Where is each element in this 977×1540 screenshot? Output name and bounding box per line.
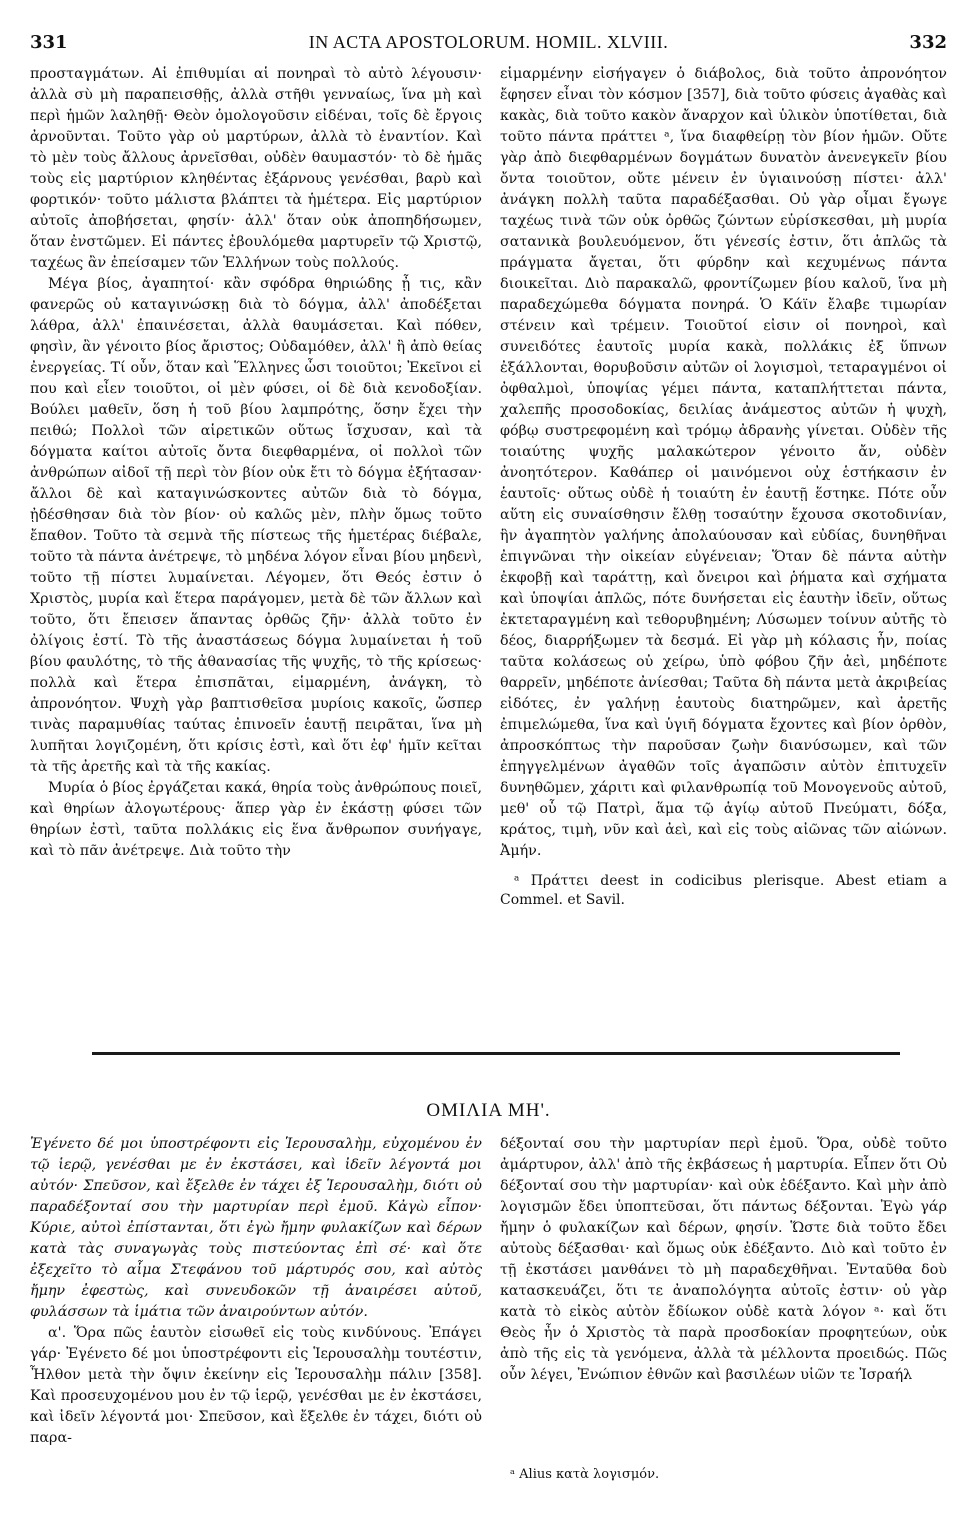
page-number-right: 332 — [909, 32, 947, 53]
top-left-column — [30, 64, 482, 1046]
footnote: ᵃ Alius κατὰ λογισμόν. — [510, 1467, 660, 1482]
commentary-paragraph: α'. Ὅρα πῶς ἑαυτὸν εἰσωθεῖ εἰς τοὺς κινδύνους. Ἐπάγει γάρ· Ἐγένετο δέ μοι ὑποστρέφοντι εἰς Ἱερουσαλὴμ τουτέστιν, Ἦλθον μετὰ τὴν ὄψιν ἐκείνην εἰς Ἱερουσαλὴμ πάλιν [358]. Καὶ προσευχομένου μου ἐν τῷ ἱερῷ, γενέσθαι με ἐν ἐκστάσει, καὶ ἰδεῖν λέγοντά μοι· Σπεῦσον, καὶ ἔξελθε ἐν τάχει, διότι οὐ παρα- — [30, 1325, 482, 1446]
paragraph: Μέγα βίος, ἀγαπητοί· κἂν σφόδρα θηριώδης ᾖ τις, κἂν φανερῶς οὐ καταγινώσκῃ διὰ τὸ δόγμα, ἀλλ' ἀποδέξεται λάθρα, ἀλλ' ἐπαινέσεται, ἀλλὰ θαυμάσεται. Καὶ πόθεν, φησὶν, ἂν γένοιτο βίος ἄριστος; Οὐδαμόθεν, ἀλλ' ἢ ἀπὸ θείας ἐνεργείας. Τί οὖν, ὅταν καὶ Ἕλληνες ὦσι τοιοῦτοι; Ἐκεῖνοι εἰ που καὶ εἶεν τοιοῦτοι, οἱ μὲν φύσει, οἱ δὲ διὰ κενοδοξίαν. Βούλει μαθεῖν, ὅση ἡ τοῦ βίου λαμπρότης, ὅσην ἔχει τὴν πειθώ; Πολλοὶ τῶν αἱρετικῶν οὕτως ἴσχυσαν, καὶ τὰ δόγματα καίτοι αὐτοῖς ὄντα διεφθαρμένα, οἱ πολλοὶ τῶν ἀνθρώπων αἰδοῖ τῇ περὶ τὸν βίον οὐκ ἔτι τὸ δόγμα ἐξήτασαν· ἄλλοι δὲ καὶ καταγινώσκοντες αὐτῶν διὰ τὸ δόγμα, ᾐδέσθησαν διὰ τὸν βίον· οὐ καλῶς μὲν, πλὴν ὅμως τοῦτο ἔπαθον. Τοῦτο τὰ σεμνὰ τῆς πίστεως τῆς ἡμετέρας διέβαλε, τοῦτο τὰ πάντα ἀνέτρεψε, τὸ μηδένα λόγον εἶναι βίου μηδενὶ, τοῦτο τῇ πίστει λυμαίνεται. Λέγομεν, ὅτι Θεός ἐστιν ὁ Χριστὸς, μυρία καὶ ἕτερα παράγομεν, μετὰ δὲ τῶν ἄλλων καὶ τοῦτο, ὅτι ἔπεισεν ἅπαντας ὀρθῶς ζῆν· ἀλλὰ τοῦτο ἐν ὀλίγοις ἐστί. Τὸ τῆς ἀναστάσεως δόγμα λυμαίνεται ἡ τοῦ βίου φαυλότης, τὸ τῆς ἀθανασίας τῆς ψυχῆς, τὸ τῆς κρίσεως· πολλὰ καὶ ἕτερα ἐπισπᾶται, εἱμαρμένη, ἀνάγκη, τὸ ἀπρονόητον. Ψυχὴ γὰρ βαπτισθεῖσα μυρίοις κακοῖς, ὥσπερ τινὰς παραμυθίας ταύτας ἐπινοεῖν ἑαυτῇ πειρᾶται, ἵνα μὴ λυπῆται λογιζομένη, ὅτι κρίσις ἐστὶ, καὶ ὅτι ἐφ' ἡμῖν κεῖται τὰ τῆς ἀρετῆς καὶ τὰ τῆς κακίας. — [30, 276, 482, 775]
bottom-left-column — [30, 1134, 482, 1494]
scripture-passage: Ἐγένετο δέ μοι ὑποστρέφοντι εἰς Ἱερουσαλὴμ, εὐχομένου ἐν τῷ ἱερῷ, γενέσθαι με ἐν ἐκστάσει, καὶ ἰδεῖν λέγοντά μοι αὐτόν· Σπεῦσον, καὶ ἔξελθε ἐν τάχει ἐξ Ἱερουσαλὴμ, διότι οὐ παραδέξονταί σου τὴν μαρτυρίαν περὶ ἐμοῦ. Κἀγὼ εἶπον· Κύριε, αὐτοὶ ἐπίστανται, ὅτι ἐγὼ ἤμην φυλακίζων καὶ δέρων κατὰ τὰς συναγωγὰς τοὺς πιστεύοντας ἐπὶ σέ· καὶ ὅτε ἐξεχεῖτο τὸ αἷμα Στεφάνου τοῦ μάρτυρός σου, καὶ αὐτὸς ἤμην ἐφεστὼς, καὶ συνευδοκῶν τῇ ἀναιρέσει αὐτοῦ, φυλάσσων τὰ ἱμάτια τῶν ἀναιρούντων αὐτόν. — [30, 1136, 482, 1320]
footnote: ᵃ Πράττει deest in codicibus plerisque. Abest etiam a Commel. et Savil. — [500, 873, 947, 908]
commentary-paragraph: δέξονταί σου τὴν μαρτυρίαν περὶ ἐμοῦ. Ὅρα, οὐδὲ τοῦτο ἀμάρτυρον, ἀλλ' ἀπὸ τῆς ἐκβάσεως ἡ μαρτυρία. Εἶπεν ὅτι Οὐ δέξονταί σου τὴν μαρτυρίαν· καὶ οὐκ ἐδέξαντο. Καὶ μὴν ἀπὸ λογισμῶν ἔδει ὑποπτεῦσαι, ὅτι πάντως δέξονται. Ἐγὼ γάρ ἤμην ὁ φυλακίζων καὶ δέρων, φησίν. Ὥστε διὰ τοῦτο ἔδει αὐτοὺς δέξασθαι· καὶ ὅμως οὐκ ἐδέξαντο. Διὸ καὶ τοῦτο ἐν τῇ ἐκστάσει μανθάνει τὸ μὴ παραδεχθῆναι. Ἐνταῦθα δοὺ κατασκευάζει, ὅτι τε ἀναπολόγητα αὐτοῖς ἐστιν· οὐ γὰρ κατὰ τὸ εἰκὸς αὐτὸν ἔδίωκον οὐδὲ κατὰ λόγον ᵃ· καὶ ὅτι Θεὸς ἦν ὁ Χριστὸς τὰ παρὰ προσδοκίαν προφητεύων, οὐκ ἀπὸ τῆς εἰς τὰ γενόμενα, ἀλλὰ τὰ μέλλοντα προειδώς. Πῶς οὖν λέγει, Ἐνώπιον ἐθνῶν καὶ βασιλέων υἱῶν τε Ἰσραήλ — [500, 1136, 947, 1383]
page-number-left: 331 — [30, 32, 68, 53]
homily-heading: ΟΜΙΛΙΑ ΜΗ'. — [426, 1100, 551, 1121]
top-right-column — [500, 64, 947, 1046]
paragraph: προσταγμάτων. Αἱ ἐπιθυμίαι αἱ πονηραὶ τὸ αὐτὸ λέγουσιν· ἀλλὰ σὺ μὴ παραπεισθῇς, ἀλλὰ στῆθι γενναίως, ἵνα μὴ καὶ περὶ ἡμῶν λαληθῇ· Θεὸν ὁμολογοῦσιν εἰδέναι, τοῖς δὲ ἔργοις ἀρνοῦνται. Τοῦτο γὰρ οὐ μαρτύρων, ἀλλὰ τὸ ἐναντίον. Καὶ τὸ μὲν τοὺς ἄλλους ἀρνεῖσθαι, οὐδὲν θαυμαστόν· τὸ δὲ ἡμᾶς τοὺς εἰς μαρτύριον κληθέντας ἐξάρνους γενέσθαι, βαρὺ καὶ φορτικόν· τοῦτο μάλιστα βλάπτει τὰ ἡμέτερα. Εἰς μαρτύριον αὐτοῖς ἀποβήσεται, φησίν· ἀλλ' ὅταν οὐκ ἀποπηδήσωμεν, ὅταν ἐνστῶμεν. Εἰ πάντες ἐβουλόμεθα μαρτυρεῖν τῷ Χριστῷ, ταχέως ἂν ἐπείσαμεν τῶν Ἑλλήνων τοὺς πολλούς. — [30, 66, 482, 271]
running-title: IN ACTA APOSTOLORUM. HOMIL. XLVIII. — [308, 32, 669, 52]
bottom-right-column — [500, 1134, 947, 1494]
running-head — [30, 32, 947, 56]
paragraph: Μυρία ὁ βίος ἐργάζεται κακά, θηρία τοὺς ἀνθρώπους ποιεῖ, καὶ θηρίων ἀλογωτέρους· ἅπερ γὰρ ἐν ἑκάστῃ φύσει τῶν θηρίων ἐστὶ, ταῦτα πολλάκις εἰς ἕνα ἄνθρωπον συνήγαγε, καὶ τὸ πᾶν ἀνέτρεψε. Διὰ τοῦτο τὴν — [30, 780, 482, 859]
paragraph: εἱμαρμένην εἰσήγαγεν ὁ διάβολος, διὰ τοῦτο ἀπρονόητον ἔφησεν εἶναι τὸν κόσμον [357], διὰ τοῦτο φύσεις ἀγαθὰς καὶ κακὰς, διὰ τοῦτο κακὸν ἄναρχον καὶ ὑλικὸν ὑποτίθεται, διὰ τοῦτο πάντα πράττει ᵃ, ἵνα διαφθείρῃ τὸν βίον ἡμῶν. Οὔτε γὰρ ἀπὸ διεφθαρμένων δογμάτων δυνατὸν ἀνενεγκεῖν βίου ὄντα τοιοῦτον, οὔτε μένειν ἐν ὑγιαινούσῃ πίστει· ἀλλ' ἀνάγκη πολλὴ ταῦτα παραδέξασθαι. Οὐ γὰρ οἶμαι ἔγωγε ταχέως τινὰ τῶν οὐκ ὀρθῶς ζώντων εὑρίσκεσθαι, μὴ μυρία σατανικὰ βουλευόμενον, ὅτι γένεσίς ἐστιν, ὅτι ἁπλῶς τὰ πράγματα ἄγεται, ὅτι φύρδην καὶ κεχυμένως πάντα διοικεῖται. Διὸ παρακαλῶ, φροντίζωμεν βίου καλοῦ, ἵνα μὴ παραδεχώμεθα δόγματα πονηρά. Ὁ Κάϊν ἔλαβε τιμωρίαν στένειν καὶ τρέμειν. Τοιοῦτοί εἰσιν οἱ πονηροὶ, καὶ συνειδότες ἑαυτοῖς μυρία κακὰ, πολλάκις ἐξ ὕπνων ἐξάλλονται, θορυβοῦσιν αὐτῶν οἱ λογισμοὶ, τεταραγμένοι οἱ ὀφθαλμοὶ, ὑποψίας γέμει πάντα, καταπλήττεται πάντα, χαλεπῆς προσοδοκίας, δειλίας ἀνάμεστος αὐτῶν ἡ ψυχὴ, φόβῳ συστρεφομένη καὶ τρόμῳ ἀδρανὴς γίνεται. Οὐδὲν τῆς τοιαύτης ψυχῆς μαλακώτερον γένοιτο ἄν, οὐδὲν ἀνοητότερον. Καθάπερ οἱ μαινόμενοι οὐχ ἑστήκασιν ἐν ἑαυτοῖς· οὕτως οὐδὲ ἡ τοιαύτη ἐν ἑαυτῇ ἕστηκε. Πότε οὖν αὕτη εἰς συναίσθησιν ἔλθῃ τοσαύτην ἔχουσα σκοτοδινίαν, ἣν ἀγαπητὸν γαλήνης ἀπολαύουσαν καὶ εὐδίας, δυνηθῆναι ἐπιγνῶναι τὴν οἰκείαν εὐγένειαν; Ὅταν δὲ πάντα αὐτὴν ἐκφοβῇ καὶ ταράττῃ, καὶ ὄνειροι καὶ ῥήματα καὶ σχήματα καὶ ὑποψίαι ἁπλῶς, πότε δυνήσεται εἰς ἑαυτὴν ἰδεῖν, οὕτως ἐκτεταραγμένη καὶ τεθορυβημένη; Λύσωμεν τοίνυν αὐτῆς τὸ δέος, διαρρήξωμεν τὰ δεσμά. Εἰ γὰρ μὴ κόλασις ἦν, ποίας ταῦτα κολάσεως οὐ χείρω, ὑπὸ φόβου ζῆν ἀεὶ, μηδέποτε θαρρεῖν, μηδέποτε ἀνίεσθαι; Ταῦτα δὴ πάντα μετὰ ἀκριβείας εἰδότες, ἐν γαλήνῃ ἑαυτοὺς διατηρῶμεν, καὶ ἀρετῆς ἐπιμελώμεθα, ἵνα καὶ ὑγιῆ δόγματα ἔχοντες καὶ βίον ὀρθὸν, ἀπροσκόπτως τὴν παροῦσαν ζωὴν διανύσωμεν, καὶ τῶν ἐπηγγελμένων ἀγαθῶν τοῖς ἀγαπῶσιν αὐτὸν ἐπιτυχεῖν δυνηθῶμεν, χάριτι καὶ φιλανθρωπίᾳ τοῦ Μονογενοῦς αὐτοῦ, μεθ' οὗ τῷ Πατρὶ, ἅμα τῷ ἁγίῳ αὐτοῦ Πνεύματι, δόξα, κράτος, τιμὴ, νῦν καὶ ἀεὶ, καὶ εἰς τοὺς αἰῶνας τῶν αἰώνων. Ἀμήν. — [500, 66, 947, 859]
section-divider — [92, 1052, 900, 1055]
